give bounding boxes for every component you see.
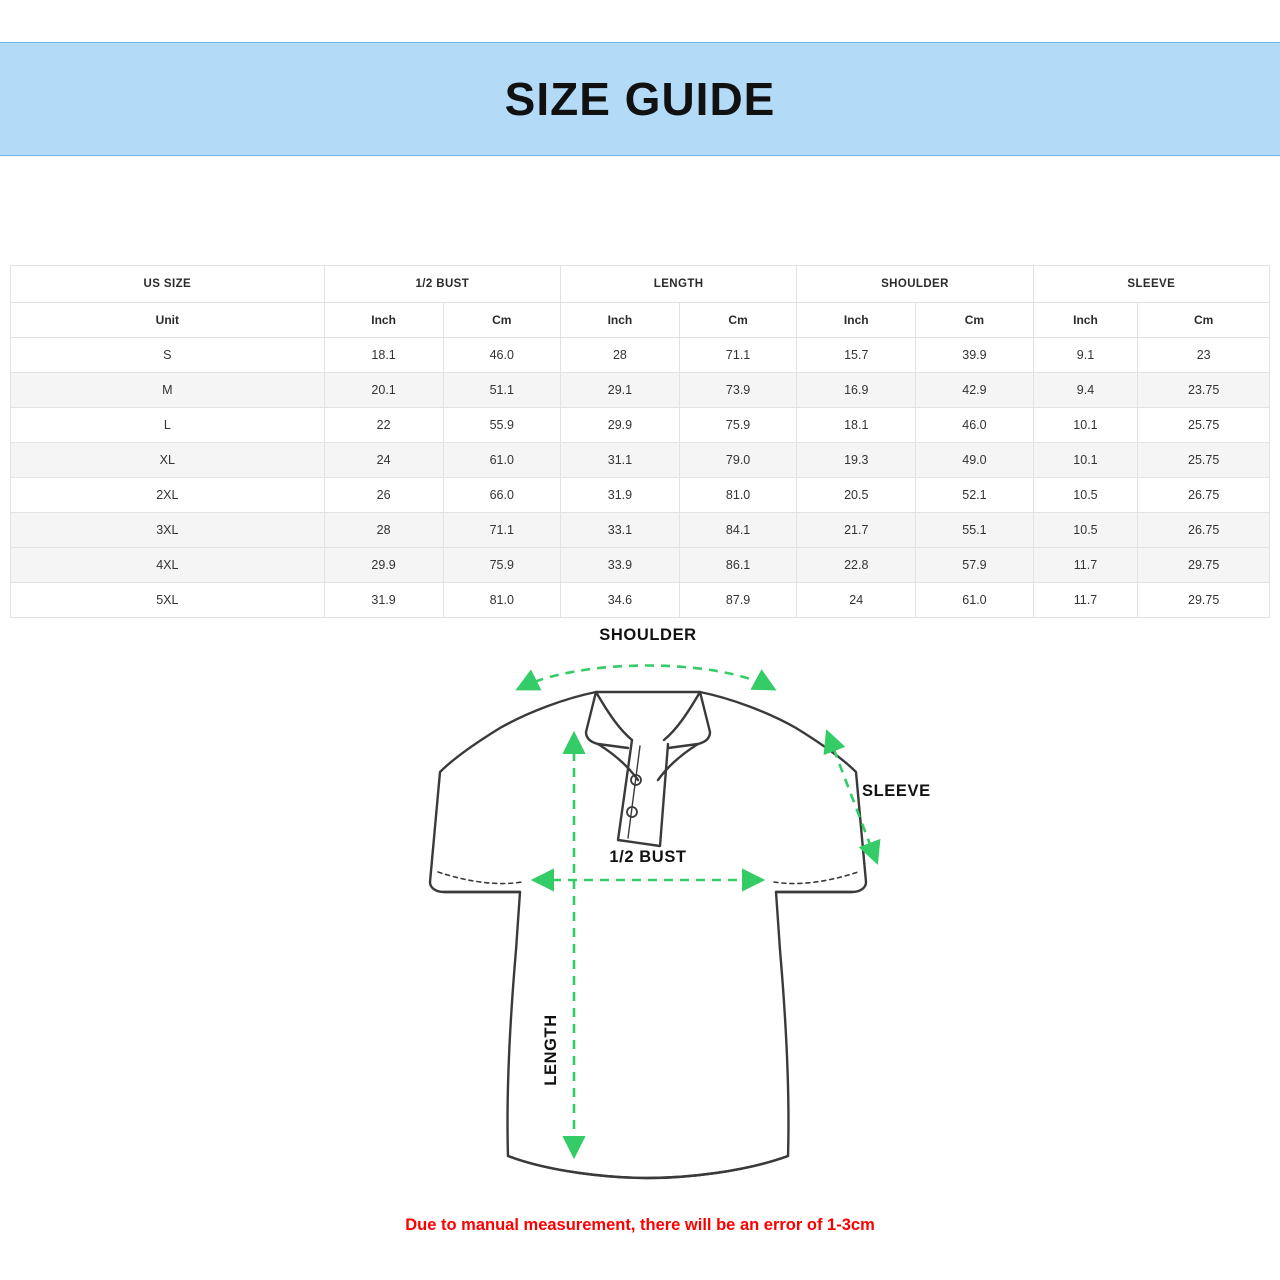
unit-bust-inch: Inch (324, 303, 443, 338)
cell-shoulder-inch: 20.5 (797, 478, 916, 513)
cell-sleeve-cm: 23.75 (1138, 373, 1270, 408)
sleeve-label: SLEEVE (862, 782, 931, 800)
cell-sleeve-inch: 10.5 (1033, 513, 1138, 548)
cell-length-cm: 71.1 (679, 338, 796, 373)
cell-bust-inch: 20.1 (324, 373, 443, 408)
unit-sleeve-inch: Inch (1033, 303, 1138, 338)
table-row (11, 583, 1270, 618)
table-body (11, 303, 1270, 618)
cell-sleeve-inch: 10.1 (1033, 408, 1138, 443)
unit-length-inch: Inch (560, 303, 679, 338)
cell-bust-inch: 22 (324, 408, 443, 443)
cell-size: 3XL (11, 513, 325, 548)
cell-length-cm: 73.9 (679, 373, 796, 408)
cell-bust-inch: 29.9 (324, 548, 443, 583)
cell-sleeve-cm: 23 (1138, 338, 1270, 373)
cell-shoulder-cm: 39.9 (916, 338, 1033, 373)
cell-bust-inch: 24 (324, 443, 443, 478)
cell-bust-inch: 28 (324, 513, 443, 548)
size-table-wrapper (10, 265, 1270, 618)
measurement-disclaimer: Due to manual measurement, there will be an error of 1-3cm (405, 1216, 875, 1234)
cell-length-cm: 87.9 (679, 583, 796, 618)
unit-label: Unit (11, 303, 325, 338)
table-row (11, 338, 1270, 373)
shoulder-measure-arrow (520, 666, 772, 689)
cell-shoulder-inch: 18.1 (797, 408, 916, 443)
unit-bust-cm: Cm (443, 303, 560, 338)
cell-shoulder-cm: 57.9 (916, 548, 1033, 583)
cell-length-cm: 86.1 (679, 548, 796, 583)
unit-shoulder-inch: Inch (797, 303, 916, 338)
cell-shoulder-inch: 19.3 (797, 443, 916, 478)
table-row (11, 548, 1270, 583)
cell-length-inch: 34.6 (560, 583, 679, 618)
cell-size: 2XL (11, 478, 325, 513)
cell-size: 5XL (11, 583, 325, 618)
unit-length-cm: Cm (679, 303, 796, 338)
cell-bust-cm: 51.1 (443, 373, 560, 408)
header-length: LENGTH (560, 266, 796, 303)
cell-sleeve-inch: 10.5 (1033, 478, 1138, 513)
cell-sleeve-inch: 9.4 (1033, 373, 1138, 408)
cell-size: 4XL (11, 548, 325, 583)
cell-length-inch: 31.9 (560, 478, 679, 513)
table-row (11, 408, 1270, 443)
measurement-illustration (0, 620, 1280, 1220)
cell-shoulder-inch: 22.8 (797, 548, 916, 583)
cell-length-cm: 84.1 (679, 513, 796, 548)
header-us-size: US SIZE (11, 266, 325, 303)
shoulder-label: SHOULDER (599, 626, 697, 644)
cell-shoulder-cm: 46.0 (916, 408, 1033, 443)
cell-bust-cm: 66.0 (443, 478, 560, 513)
header-sleeve: SLEEVE (1033, 266, 1269, 303)
cell-length-inch: 31.1 (560, 443, 679, 478)
size-chart-table (10, 265, 1270, 618)
cell-length-inch: 28 (560, 338, 679, 373)
bust-label: 1/2 BUST (609, 848, 687, 866)
cell-shoulder-inch: 21.7 (797, 513, 916, 548)
length-label: LENGTH (542, 1014, 560, 1086)
cell-shoulder-inch: 15.7 (797, 338, 916, 373)
table-unit-row (11, 303, 1270, 338)
cell-shoulder-inch: 16.9 (797, 373, 916, 408)
table-row (11, 513, 1270, 548)
table-head (11, 266, 1270, 303)
cell-sleeve-inch: 9.1 (1033, 338, 1138, 373)
cell-sleeve-cm: 26.75 (1138, 478, 1270, 513)
unit-sleeve-cm: Cm (1138, 303, 1270, 338)
cell-shoulder-cm: 61.0 (916, 583, 1033, 618)
cell-length-inch: 33.1 (560, 513, 679, 548)
cell-shoulder-cm: 42.9 (916, 373, 1033, 408)
cell-sleeve-cm: 29.75 (1138, 583, 1270, 618)
table-row (11, 373, 1270, 408)
cell-length-cm: 79.0 (679, 443, 796, 478)
cell-sleeve-cm: 25.75 (1138, 408, 1270, 443)
cell-size: M (11, 373, 325, 408)
cell-sleeve-cm: 26.75 (1138, 513, 1270, 548)
size-guide-header (0, 42, 1280, 156)
cell-sleeve-inch: 11.7 (1033, 548, 1138, 583)
cell-length-inch: 29.9 (560, 408, 679, 443)
cell-bust-cm: 81.0 (443, 583, 560, 618)
cell-bust-cm: 71.1 (443, 513, 560, 548)
cell-sleeve-cm: 25.75 (1138, 443, 1270, 478)
cell-bust-inch: 26 (324, 478, 443, 513)
cell-length-cm: 81.0 (679, 478, 796, 513)
cell-sleeve-inch: 10.1 (1033, 443, 1138, 478)
polo-shirt-drawing (430, 692, 866, 1178)
unit-shoulder-cm: Cm (916, 303, 1033, 338)
cell-length-cm: 75.9 (679, 408, 796, 443)
cell-bust-cm: 46.0 (443, 338, 560, 373)
cell-bust-cm: 61.0 (443, 443, 560, 478)
cell-size: L (11, 408, 325, 443)
header-shoulder: SHOULDER (797, 266, 1033, 303)
cell-shoulder-cm: 49.0 (916, 443, 1033, 478)
cell-shoulder-cm: 55.1 (916, 513, 1033, 548)
table-row (11, 478, 1270, 513)
cell-sleeve-cm: 29.75 (1138, 548, 1270, 583)
cell-size: XL (11, 443, 325, 478)
cell-size: S (11, 338, 325, 373)
cell-length-inch: 29.1 (560, 373, 679, 408)
page-title: SIZE GUIDE (504, 73, 776, 125)
cell-length-inch: 33.9 (560, 548, 679, 583)
cell-bust-inch: 18.1 (324, 338, 443, 373)
cell-sleeve-inch: 11.7 (1033, 583, 1138, 618)
cell-shoulder-inch: 24 (797, 583, 916, 618)
cell-bust-inch: 31.9 (324, 583, 443, 618)
cell-bust-cm: 55.9 (443, 408, 560, 443)
header-half-bust: 1/2 BUST (324, 266, 560, 303)
cell-bust-cm: 75.9 (443, 548, 560, 583)
table-row (11, 443, 1270, 478)
table-group-header-row (11, 266, 1270, 303)
cell-shoulder-cm: 52.1 (916, 478, 1033, 513)
